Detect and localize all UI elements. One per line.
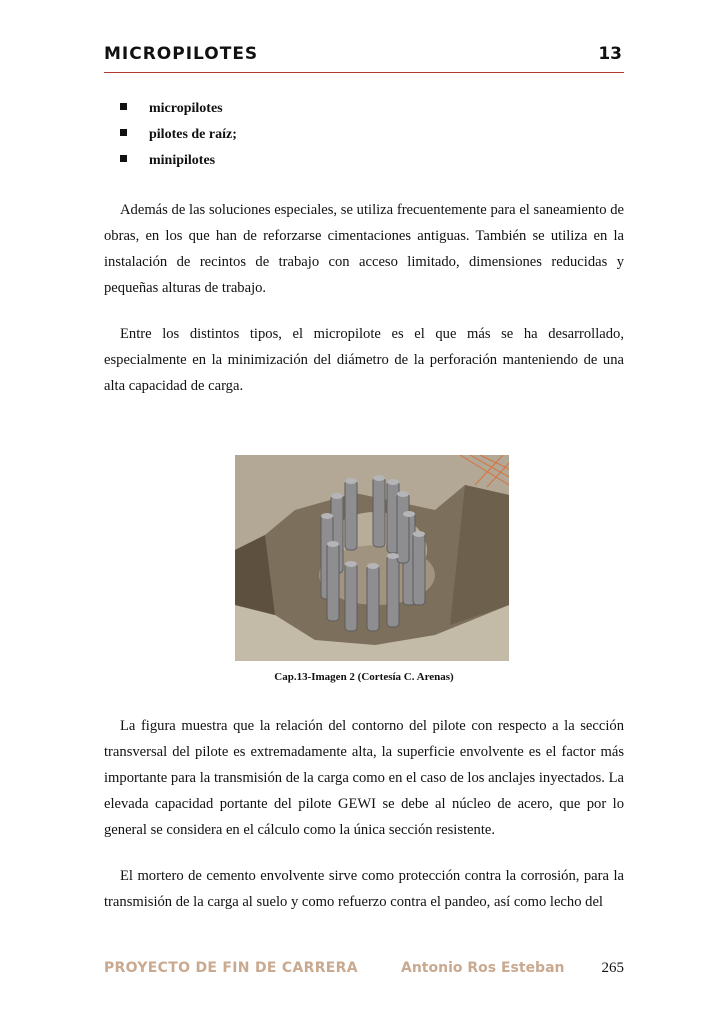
micropile-photo [235,455,509,661]
footer-project-title: PROYECTO DE FIN DE CARRERA [104,960,358,976]
bullet-item [120,96,237,122]
square-bullet-icon [120,103,127,110]
bullet-text: micropilotes [149,101,223,116]
micropile-photo-illustration [235,455,509,661]
page-footer [104,960,624,982]
paragraph: El mortero de cemento envolvente sirve como protección contra la corrosión, para la transmisión de la carga al suelo y como refuerzo contra el pandeo, así como lecho del [104,868,624,910]
paragraph: Entre los distintos tipos, el micropilote es el que más se ha desarrollado, especialmente en la minimización del diámetro de la perforación manteniendo de una alta capacidad de carga. [104,326,624,394]
footer-author: Antonio Ros Esteban [401,960,565,976]
bullet-item [120,148,237,174]
header-title: MICROPILOTES [104,44,259,64]
figure-caption: Cap.13-Imagen 2 (Cortesía C. Arenas) [274,671,454,683]
bullet-list [120,96,237,174]
paragraph: La figura muestra que la relación del contorno del pilote con respecto a la sección transversal del pilote es extremadamente alta, la superficie envolvente es el factor más importante para la transmisión de la carga como en el caso de los anclajes inyectados. La elevada capacidad portante del pilote GEWI se debe al núcleo de acero, que por lo general se considera en el cálculo como la única sección resistente. [104,718,624,838]
page-number: 265 [601,960,624,976]
bullet-item [120,122,237,148]
bullet-text: pilotes de raíz; [149,127,237,142]
square-bullet-icon [120,129,127,136]
bullet-text: minipilotes [149,153,216,168]
square-bullet-icon [120,155,127,162]
paragraph: Además de las soluciones especiales, se utiliza frecuentemente para el saneamiento de obras, en los que han de reforzarse cimentaciones antiguas. También se utiliza en la instalación de recintos de trabajo con acceso limitado, dimensiones reducidas y pequeñas alturas de trabajo. [104,202,624,296]
page-header [104,44,624,73]
chapter-number: 13 [598,44,622,64]
